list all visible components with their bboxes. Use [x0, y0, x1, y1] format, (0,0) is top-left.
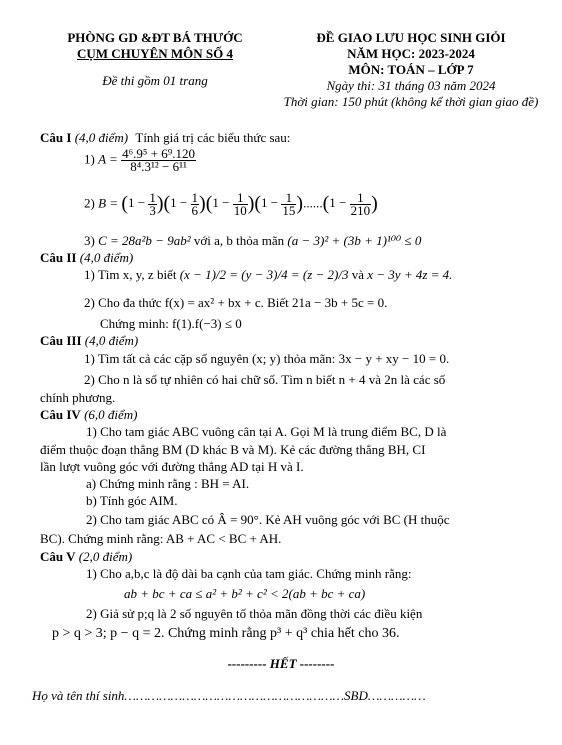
q4-part2-line2: BC). Chứng minh rằng: AB + AC < BC + AH. — [40, 531, 282, 546]
q3-part2-line2: chính phương. — [40, 390, 116, 405]
q5-part2-line2: p > q > 3; p − q = 2. Chứng minh rằng p³ + q³ chia hết cho 36. — [52, 626, 400, 641]
q1-part1 — [84, 148, 196, 173]
candidate-line: Họ và tên thí sinh…………………………………………………SBD…………… — [32, 688, 426, 703]
time-note: Thời gian: 150 phút (không kể thời gian giao đề) — [283, 94, 539, 109]
q1-p3-label: 3) — [84, 233, 95, 248]
q2-prove: Chứng minh: f(1).f(−3) ≤ 0 — [100, 316, 242, 331]
q1-p2-factor: (1 − $\frac{1}{10}$ ) — [205, 190, 255, 218]
q5-title: Câu V — [40, 549, 76, 564]
q2-part2 — [84, 295, 387, 311]
q2-p1-text: Tìm x, y, z biết — [97, 267, 177, 282]
q2-p1-and: và — [351, 267, 365, 282]
q2-p1-label: 1) — [84, 267, 95, 282]
q1-p1-lhs: A = — [98, 151, 118, 167]
q3-heading — [40, 333, 138, 349]
cluster-name: CỤM CHUYÊN MÔN SỐ 4 — [77, 46, 233, 61]
q1-p3-expression: C = 28a²b − 9ab² — [98, 233, 191, 248]
q1-title: Câu I — [40, 130, 72, 145]
q1-p1-numerator: 4⁶.9⁵ + 6⁹.120 — [122, 146, 196, 161]
q1-intro: Tính giá trị các biểu thức sau: — [135, 130, 291, 145]
department-name: PHÒNG GD &ĐT BÁ THƯỚC — [67, 30, 243, 45]
q4-heading — [40, 407, 138, 423]
q4-part2-line1: 2) Cho tam giác ABC có Â = 90°. Kẻ AH vuông góc với BC (H thuộc — [86, 512, 450, 527]
q2-p2-label: 2) — [84, 295, 95, 310]
q1-p2-label: 2) — [84, 195, 95, 211]
end-mark: --------- HẾT -------- — [227, 656, 335, 671]
q4-part1-line2: điểm thuộc đoạn thẳng BM (D khác B và M). Kẻ các đường thẳng BH, CI — [40, 442, 426, 457]
q1-heading — [40, 130, 290, 146]
q5-part1-line1: 1) Cho a,b,c là độ dài ba cạnh của tam giác. Chứng minh rằng: — [86, 566, 412, 581]
q2-part1 — [84, 267, 452, 283]
q5-part1-inequality: ab + bc + ca ≤ a² + b² + c² < 2(ab + bc + ca) — [124, 586, 366, 601]
q4-title: Câu IV — [40, 407, 81, 422]
school-year: NĂM HỌC: 2023-2024 — [347, 46, 475, 61]
q1-p3-condition: (a − 3)² + (3b + 1)¹⁰⁰ ≤ 0 — [287, 233, 422, 248]
q5-points: (2,0 điểm) — [78, 549, 133, 564]
q1-p2-factor: (1 − $\frac{1}{210}$ ) — [322, 190, 378, 218]
q2-heading — [40, 250, 133, 266]
q1-p1-label: 1) — [84, 151, 95, 167]
q4-points: (6,0 điểm) — [84, 407, 138, 422]
exam-date: Ngày thi: 31 tháng 03 năm 2024 — [326, 78, 496, 93]
q4-part1-line1: 1) Cho tam giác ABC vuông cân tại A. Gọi M là trung điểm BC, D là — [86, 424, 447, 439]
q3-title: Câu III — [40, 333, 82, 348]
q1-p2-factor: (1 − $\frac{1}{6}$ ) — [163, 190, 206, 218]
q1-p2-factor: (1 − $\frac{1}{3}$ ) — [121, 190, 164, 218]
q1-p1-fraction — [121, 148, 196, 173]
header-left — [40, 30, 270, 89]
q1-p2-ellipsis: ...... — [303, 195, 323, 211]
q5-heading — [40, 549, 132, 565]
q5-part2-line1: 2) Giả sử p;q là 2 số nguyên tố thỏa mãn đồng thời các điều kiện — [86, 606, 423, 621]
q2-p1-equation: x − 3y + 4z = 4. — [367, 267, 453, 282]
q3-part1: 1) Tìm tất cả các cặp số nguyên (x; y) thỏa mãn: 3x − y + xy − 10 = 0. — [84, 351, 450, 366]
q3-part2-line1: 2) Cho n là số tự nhiên có hai chữ số. Tìm n biết n + 4 và 2n là các số — [84, 372, 446, 387]
q1-p1-denominator: 8⁴.3¹² − 6¹¹ — [130, 159, 187, 174]
q2-p1-ratio: (x − 1)/2 = (y − 3)/4 = (z − 2)/3 — [179, 267, 349, 282]
q1-p2-lhs: B = — [98, 195, 119, 211]
q1-p2-product — [121, 190, 378, 218]
q1-p2-factor: (1 − $\frac{1}{15}$ ) — [254, 190, 304, 218]
q1-p3-condition-text: với a, b thỏa mãn — [193, 233, 285, 248]
q4-part1-line3: lần lượt vuông góc với đường thẳng AD tại H và I. — [40, 459, 304, 474]
q2-points: (4,0 điểm) — [79, 250, 134, 265]
exam-title: ĐỀ GIAO LƯU HỌC SINH GIỎI — [316, 30, 506, 45]
page-count-note: Đề thi gồm 01 trang — [102, 73, 208, 88]
q4-part1-a: a) Chứng minh rằng : BH = AI. — [86, 476, 250, 491]
q1-part3 — [84, 233, 421, 249]
q1-points: (4,0 điểm) — [74, 130, 129, 145]
q2-p2-text: Cho đa thức f(x) = ax² + bx + c. Biết 21a − 3b + 5c = 0. — [98, 295, 388, 310]
subject-grade: MÔN: TOÁN – LỚP 7 — [348, 62, 474, 77]
q3-points: (4,0 điểm) — [84, 333, 139, 348]
q4-part1-b: b) Tính góc AIM. — [86, 493, 178, 508]
q2-title: Câu II — [40, 250, 77, 265]
header-right — [270, 30, 552, 110]
q1-part2 — [84, 192, 378, 217]
